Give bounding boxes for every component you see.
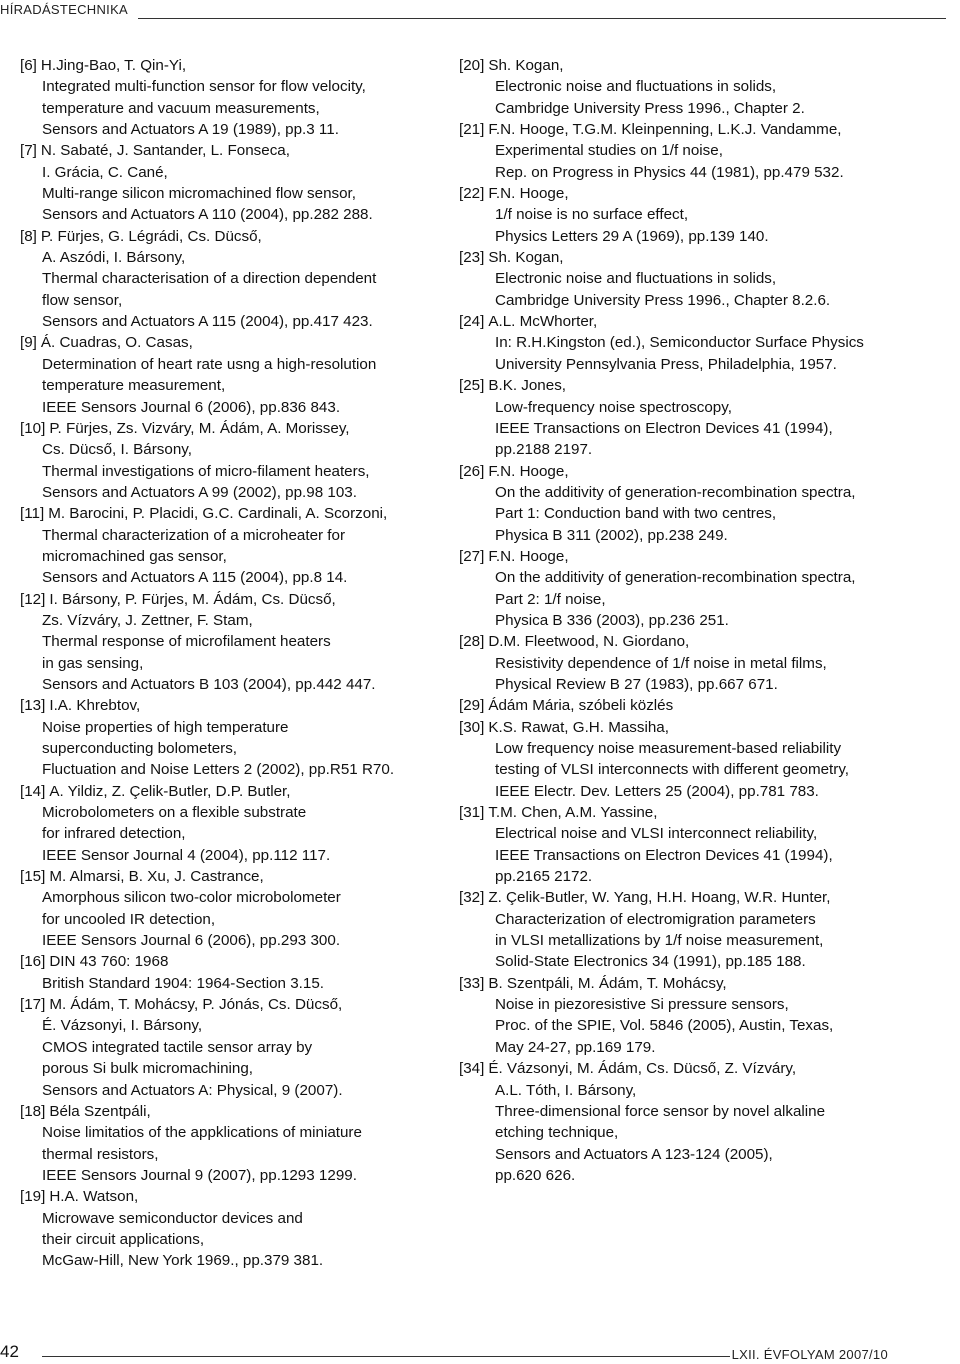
reference-text: testing of VLSI interconnects with different geometry, bbox=[495, 761, 849, 779]
reference-text: Sensors and Actuators A 115 (2004), pp.8 14. bbox=[42, 569, 348, 587]
references-left-column bbox=[20, 55, 438, 1272]
reference-first-line bbox=[20, 55, 438, 76]
reference-number: [12] bbox=[20, 590, 46, 608]
reference-text: Béla Szentpáli, bbox=[49, 1102, 151, 1120]
reference-text: McGaw-Hill, New York 1969., pp.379 381. bbox=[42, 1252, 324, 1270]
reference-text: H.Jing-Bao, T. Qin-Yi, bbox=[40, 57, 187, 74]
reference-line bbox=[459, 674, 949, 695]
reference-text: Z. Çelik-Butler, W. Yang, H.H. Hoang, W.R. Hunter, bbox=[488, 889, 831, 907]
reference-text: Sensors and Actuators A: Physical, 9 (2007). bbox=[42, 1081, 343, 1099]
reference-text: porous Si bulk micromachining, bbox=[42, 1060, 254, 1078]
reference-text: Three-dimensional force sensor by novel alkaline bbox=[495, 1102, 826, 1120]
reference-text: Sensors and Actuators A 110 (2004), pp.282 288. bbox=[42, 206, 373, 224]
reference-first-line bbox=[459, 802, 949, 823]
reference-entry bbox=[459, 717, 949, 802]
reference-number: [29] bbox=[459, 697, 485, 715]
reference-text: IEEE Sensors Journal 6 (2006), pp.293 300. bbox=[42, 932, 341, 950]
reference-line bbox=[459, 1122, 949, 1143]
reference-line bbox=[459, 268, 949, 289]
reference-line bbox=[459, 1015, 949, 1036]
reference-first-line bbox=[459, 311, 949, 332]
reference-text: Solid-State Electronics 34 (1991), pp.185 188. bbox=[495, 953, 806, 971]
reference-text: Determination of heart rate usng a high-resolution bbox=[42, 355, 377, 373]
reference-text: F.N. Hooge, T.G.M. Kleinpenning, L.K.J. Vandamme, bbox=[488, 121, 842, 139]
reference-text: Physica B 311 (2002), pp.238 249. bbox=[495, 526, 728, 544]
reference-number: [6] bbox=[20, 57, 37, 74]
reference-line bbox=[459, 909, 949, 930]
reference-number: [11] bbox=[20, 505, 45, 523]
reference-first-line bbox=[20, 994, 438, 1015]
reference-first-line bbox=[20, 866, 438, 887]
reference-number: [20] bbox=[459, 57, 485, 74]
reference-text: Thermal investigations of micro-filament heaters, bbox=[42, 462, 370, 480]
reference-line bbox=[459, 994, 949, 1015]
reference-number: [10] bbox=[20, 419, 46, 437]
reference-first-line bbox=[459, 695, 949, 716]
reference-first-line bbox=[459, 55, 949, 76]
reference-text: flow sensor, bbox=[42, 291, 123, 309]
reference-line bbox=[20, 823, 438, 844]
reference-first-line bbox=[459, 887, 949, 908]
reference-number: [25] bbox=[459, 377, 485, 395]
reference-line bbox=[20, 247, 438, 268]
reference-text: Noise limitatios of the appklications of miniature bbox=[42, 1124, 362, 1142]
reference-entry bbox=[20, 781, 438, 866]
reference-text: M. Barocini, P. Placidi, G.C. Cardinali, A. Scorzoni, bbox=[48, 505, 388, 523]
reference-text: their circuit applications, bbox=[42, 1230, 205, 1248]
reference-line bbox=[20, 973, 438, 994]
reference-line bbox=[20, 482, 438, 503]
reference-line bbox=[20, 717, 438, 738]
reference-line bbox=[20, 1250, 438, 1271]
reference-line bbox=[459, 1037, 949, 1058]
reference-text: Proc. of the SPIE, Vol. 5846 (2005), Austin, Texas, bbox=[495, 1017, 834, 1035]
reference-line bbox=[459, 759, 949, 780]
reference-text: IEEE Sensors Journal 6 (2006), pp.836 843. bbox=[42, 398, 341, 416]
reference-line bbox=[20, 375, 438, 396]
reference-entry bbox=[459, 887, 949, 972]
reference-text: IEEE Sensors Journal 9 (2007), pp.1293 1299. bbox=[42, 1166, 357, 1184]
reference-text: B.K. Jones, bbox=[488, 377, 567, 395]
reference-text: IEEE Sensor Journal 4 (2004), pp.112 117. bbox=[42, 846, 331, 864]
reference-text: P. Fürjes, Zs. Vizváry, M. Ádám, A. Morissey, bbox=[49, 419, 350, 437]
reference-entry bbox=[459, 631, 949, 695]
reference-entry bbox=[459, 183, 949, 247]
reference-first-line bbox=[20, 332, 438, 353]
reference-number: [18] bbox=[20, 1102, 46, 1120]
reference-text: F.N. Hooge, bbox=[488, 185, 569, 203]
reference-line bbox=[459, 418, 949, 439]
reference-text: K.S. Rawat, G.H. Massiha, bbox=[488, 718, 669, 736]
reference-text: F.N. Hooge, bbox=[488, 462, 569, 480]
reference-entry bbox=[459, 1058, 949, 1186]
reference-text: Characterization of electromigration parameters bbox=[495, 910, 816, 928]
reference-line bbox=[459, 525, 949, 546]
reference-text: Physics Letters 29 A (1969), pp.139 140. bbox=[495, 227, 769, 245]
reference-text: A. Yildiz, Z. Çelik-Butler, D.P. Butler, bbox=[49, 782, 291, 800]
reference-text: University Pennsylvania Press, Philadelphia, 1957. bbox=[495, 355, 837, 373]
reference-line bbox=[20, 311, 438, 332]
reference-line bbox=[459, 930, 949, 951]
reference-text: 1/f noise is no surface effect, bbox=[495, 206, 689, 224]
reference-text: Part 2: 1/f noise, bbox=[495, 590, 606, 608]
reference-text: Electrical noise and VLSI interconnect reliability, bbox=[495, 825, 818, 843]
reference-text: Sensors and Actuators A 19 (1989), pp.3 11. bbox=[42, 121, 339, 139]
reference-number: [16] bbox=[20, 953, 46, 971]
reference-line bbox=[20, 98, 438, 119]
reference-line bbox=[459, 503, 949, 524]
reference-line bbox=[20, 930, 438, 951]
reference-text: Resistivity dependence of 1/f noise in metal films, bbox=[495, 654, 827, 672]
reference-line bbox=[459, 439, 949, 460]
reference-entry bbox=[20, 332, 438, 417]
reference-text: superconducting bolometers, bbox=[42, 740, 238, 757]
reference-entry bbox=[459, 311, 949, 375]
reference-text: in VLSI metallizations by 1/f noise measurement, bbox=[495, 932, 824, 950]
reference-line bbox=[20, 397, 438, 418]
reference-text: pp.2165 2172. bbox=[495, 868, 593, 886]
reference-line bbox=[459, 823, 949, 844]
reference-entry bbox=[20, 1186, 438, 1271]
reference-line bbox=[20, 759, 438, 780]
reference-line bbox=[459, 1080, 949, 1101]
reference-line bbox=[20, 1208, 438, 1229]
reference-text: T.M. Chen, A.M. Yassine, bbox=[488, 804, 658, 822]
reference-first-line bbox=[459, 1058, 949, 1079]
reference-text: M. Almarsi, B. Xu, J. Castrance, bbox=[49, 868, 264, 886]
reference-text: Sh. Kogan, bbox=[488, 57, 564, 74]
reference-line bbox=[20, 653, 438, 674]
reference-number: [19] bbox=[20, 1188, 46, 1206]
reference-line bbox=[459, 397, 949, 418]
reference-text: Sensors and Actuators B 103 (2004), pp.442 447. bbox=[42, 675, 376, 693]
reference-text: CMOS integrated tactile sensor array by bbox=[42, 1038, 313, 1056]
reference-text: temperature and vacuum measurements, bbox=[42, 99, 320, 117]
reference-first-line bbox=[20, 781, 438, 802]
reference-text: Cambridge University Press 1996., Chapter 2. bbox=[495, 99, 805, 117]
reference-text: Á. Cuadras, O. Casas, bbox=[40, 334, 193, 352]
reference-entry bbox=[20, 866, 438, 951]
reference-first-line bbox=[20, 695, 438, 716]
reference-line bbox=[20, 1229, 438, 1250]
reference-text: thermal resistors, bbox=[42, 1145, 159, 1163]
reference-text: Sensors and Actuators A 115 (2004), pp.417 423. bbox=[42, 313, 373, 331]
reference-text: Multi-range silicon micromachined flow sensor, bbox=[42, 185, 356, 203]
reference-text: British Standard 1904: 1964-Section 3.15. bbox=[42, 974, 324, 992]
reference-line bbox=[20, 204, 438, 225]
reference-line bbox=[20, 738, 438, 759]
journal-header-title: HÍRADÁSTECHNIKA bbox=[0, 2, 129, 17]
reference-text: Sensors and Actuators A 99 (2002), pp.98 103. bbox=[42, 483, 357, 501]
reference-line bbox=[459, 653, 949, 674]
reference-entry bbox=[459, 375, 949, 460]
reference-text: Integrated multi-function sensor for flow velocity, bbox=[42, 78, 366, 96]
reference-text: Part 1: Conduction band with two centres, bbox=[495, 505, 777, 523]
reference-number: [17] bbox=[20, 996, 46, 1014]
reference-line bbox=[459, 866, 949, 887]
reference-text: for uncooled IR detection, bbox=[42, 910, 216, 928]
reference-text: A. Aszódi, I. Bársony, bbox=[42, 249, 186, 267]
reference-line bbox=[459, 204, 949, 225]
reference-line bbox=[459, 738, 949, 759]
reference-line bbox=[459, 332, 949, 353]
reference-first-line bbox=[20, 1186, 438, 1207]
reference-line bbox=[459, 482, 949, 503]
reference-number: [23] bbox=[459, 249, 485, 267]
reference-number: [27] bbox=[459, 547, 485, 565]
reference-text: On the additivity of generation-recombination spectra, bbox=[495, 569, 856, 587]
reference-text: Thermal characterisation of a direction dependent bbox=[42, 270, 377, 288]
reference-text: Electronic noise and fluctuations in solids, bbox=[495, 78, 777, 96]
reference-line bbox=[459, 226, 949, 247]
reference-text: I.A. Khrebtov, bbox=[49, 697, 141, 715]
reference-line bbox=[459, 567, 949, 588]
reference-number: [8] bbox=[20, 227, 37, 245]
reference-text: May 24-27, pp.169 179. bbox=[495, 1038, 656, 1056]
reference-number: [14] bbox=[20, 782, 46, 800]
reference-line bbox=[459, 290, 949, 311]
reference-text: Noise in piezoresistive Si pressure sensors, bbox=[495, 996, 789, 1014]
reference-line bbox=[459, 354, 949, 375]
reference-number: [33] bbox=[459, 974, 485, 992]
reference-line bbox=[20, 674, 438, 695]
reference-text: Low-frequency noise spectroscopy, bbox=[495, 398, 732, 416]
reference-entry bbox=[459, 802, 949, 887]
reference-line bbox=[20, 887, 438, 908]
reference-entry bbox=[20, 503, 438, 588]
reference-number: [13] bbox=[20, 697, 46, 715]
reference-text: Cs. Dücső, I. Bársony, bbox=[42, 441, 192, 459]
reference-entry bbox=[20, 1101, 438, 1186]
reference-entry bbox=[20, 589, 438, 696]
reference-entry bbox=[459, 55, 949, 119]
reference-text: Electronic noise and fluctuations in solids, bbox=[495, 270, 777, 288]
reference-text: Microbolometers on a flexible substrate bbox=[42, 804, 307, 822]
reference-number: [30] bbox=[459, 718, 485, 736]
reference-number: [31] bbox=[459, 804, 485, 822]
reference-text: for infrared detection, bbox=[42, 825, 186, 843]
reference-line bbox=[20, 290, 438, 311]
reference-number: [15] bbox=[20, 868, 46, 886]
reference-text: Physical Review B 27 (1983), pp.667 671. bbox=[495, 675, 778, 693]
reference-first-line bbox=[459, 461, 949, 482]
reference-text: Noise properties of high temperature bbox=[42, 718, 289, 736]
reference-number: [26] bbox=[459, 462, 485, 480]
reference-line bbox=[20, 461, 438, 482]
reference-line bbox=[20, 162, 438, 183]
reference-line bbox=[20, 1144, 438, 1165]
reference-text: Low frequency noise measurement-based reliability bbox=[495, 740, 842, 757]
reference-number: [32] bbox=[459, 889, 485, 907]
reference-text: Thermal response of microfilament heaters bbox=[42, 633, 331, 651]
reference-entry bbox=[459, 247, 949, 311]
reference-line bbox=[20, 802, 438, 823]
reference-line bbox=[20, 1080, 438, 1101]
reference-entry bbox=[459, 461, 949, 546]
reference-text: pp.620 626. bbox=[495, 1166, 576, 1184]
reference-text: É. Vázsonyi, M. Ádám, Cs. Dücső, Z. Vízváry, bbox=[488, 1060, 797, 1078]
reference-text: P. Fürjes, G. Légrádi, Cs. Dücső, bbox=[40, 227, 262, 245]
reference-entry bbox=[459, 119, 949, 183]
reference-line bbox=[459, 1144, 949, 1165]
reference-line bbox=[20, 1037, 438, 1058]
reference-first-line bbox=[459, 183, 949, 204]
reference-line bbox=[20, 183, 438, 204]
reference-first-line bbox=[459, 119, 949, 140]
reference-line bbox=[20, 631, 438, 652]
reference-first-line bbox=[459, 631, 949, 652]
reference-text: Physica B 336 (2003), pp.236 251. bbox=[495, 611, 729, 629]
reference-text: Amorphous silicon two-color microbolometer bbox=[42, 889, 341, 907]
reference-text: Fluctuation and Noise Letters 2 (2002), pp.R51 R70. bbox=[42, 761, 395, 779]
issue-label: LXII. ÉVFOLYAM 2007/10 bbox=[731, 1347, 888, 1362]
reference-line bbox=[459, 781, 949, 802]
reference-text: Thermal characterization of a microheater for bbox=[42, 526, 346, 544]
reference-number: [24] bbox=[459, 313, 485, 331]
reference-first-line bbox=[459, 247, 949, 268]
reference-text: Sensors and Actuators A 123-124 (2005), bbox=[495, 1145, 773, 1163]
reference-first-line bbox=[20, 951, 438, 972]
reference-first-line bbox=[20, 226, 438, 247]
reference-line bbox=[20, 354, 438, 375]
reference-text: IEEE Transactions on Electron Devices 41 (1994), bbox=[495, 419, 833, 437]
reference-line bbox=[20, 119, 438, 140]
reference-text: In: R.H.Kingston (ed.), Semiconductor Surface Physics bbox=[495, 334, 864, 352]
reference-entry bbox=[459, 973, 949, 1058]
reference-line bbox=[459, 589, 949, 610]
reference-text: temperature measurement, bbox=[42, 377, 226, 395]
reference-line bbox=[459, 1101, 949, 1122]
reference-text: A.L. McWhorter, bbox=[488, 313, 598, 331]
reference-text: F.N. Hooge, bbox=[488, 547, 569, 565]
reference-text: pp.2188 2197. bbox=[495, 441, 593, 459]
reference-text: I. Bársony, P. Fürjes, M. Ádám, Cs. Dücső, bbox=[49, 590, 336, 608]
reference-text: IEEE Electr. Dev. Letters 25 (2004), pp.781 783. bbox=[495, 782, 819, 800]
reference-number: [21] bbox=[459, 121, 485, 139]
reference-line bbox=[459, 98, 949, 119]
reference-line bbox=[459, 845, 949, 866]
reference-line bbox=[459, 951, 949, 972]
reference-line bbox=[20, 546, 438, 567]
reference-text: DIN 43 760: 1968 bbox=[49, 953, 169, 971]
reference-line bbox=[459, 140, 949, 161]
reference-line bbox=[20, 1015, 438, 1036]
reference-line bbox=[20, 1058, 438, 1079]
reference-line bbox=[20, 845, 438, 866]
reference-entry bbox=[20, 994, 438, 1101]
reference-text: Zs. Vízváry, J. Zettner, F. Stam, bbox=[42, 611, 253, 629]
reference-text: IEEE Transactions on Electron Devices 41 (1994), bbox=[495, 846, 833, 864]
reference-text: micromachined gas sensor, bbox=[42, 547, 227, 565]
reference-line bbox=[20, 567, 438, 588]
reference-text: Experimental studies on 1/f noise, bbox=[495, 142, 723, 160]
reference-first-line bbox=[459, 375, 949, 396]
reference-entry bbox=[20, 695, 438, 780]
page-number: 42 bbox=[0, 1342, 19, 1361]
reference-text: D.M. Fleetwood, N. Giordano, bbox=[488, 633, 690, 651]
reference-number: [34] bbox=[459, 1060, 485, 1078]
reference-first-line bbox=[20, 503, 438, 524]
reference-text: Ádám Mária, szóbeli közlés bbox=[488, 697, 674, 715]
footer-rule bbox=[42, 1356, 730, 1357]
reference-text: Rep. on Progress in Physics 44 (1981), pp.479 532. bbox=[495, 163, 844, 181]
reference-text: Microwave semiconductor devices and bbox=[42, 1209, 303, 1227]
reference-line bbox=[20, 610, 438, 631]
reference-line bbox=[20, 268, 438, 289]
reference-number: [28] bbox=[459, 633, 485, 651]
reference-first-line bbox=[20, 1101, 438, 1122]
reference-text: Sh. Kogan, bbox=[488, 249, 564, 267]
reference-text: A.L. Tóth, I. Bársony, bbox=[495, 1081, 637, 1099]
reference-first-line bbox=[459, 717, 949, 738]
reference-entry bbox=[20, 226, 438, 333]
reference-first-line bbox=[20, 589, 438, 610]
reference-entry bbox=[20, 140, 438, 225]
reference-first-line bbox=[459, 973, 949, 994]
reference-entry bbox=[20, 55, 438, 140]
reference-line bbox=[20, 525, 438, 546]
references-right-column bbox=[459, 55, 949, 1186]
reference-text: N. Sabaté, J. Santander, L. Fonseca, bbox=[40, 142, 290, 160]
reference-line bbox=[20, 909, 438, 930]
reference-text: M. Ádám, T. Mohácsy, P. Jónás, Cs. Dücső, bbox=[49, 996, 343, 1014]
reference-line bbox=[20, 439, 438, 460]
reference-entry bbox=[459, 546, 949, 631]
reference-line bbox=[459, 76, 949, 97]
reference-line bbox=[459, 610, 949, 631]
reference-line bbox=[20, 76, 438, 97]
reference-text: in gas sensing, bbox=[42, 654, 144, 672]
reference-text: É. Vázsonyi, I. Bársony, bbox=[42, 1017, 203, 1035]
reference-line bbox=[20, 1165, 438, 1186]
reference-line bbox=[459, 1165, 949, 1186]
reference-text: Cambridge University Press 1996., Chapter 8.2.6. bbox=[495, 291, 831, 309]
reference-text: H.A. Watson, bbox=[49, 1188, 139, 1206]
reference-number: [22] bbox=[459, 185, 485, 203]
reference-first-line bbox=[20, 418, 438, 439]
reference-first-line bbox=[20, 140, 438, 161]
header-rule bbox=[138, 18, 946, 19]
reference-entry bbox=[459, 695, 949, 716]
reference-number: [9] bbox=[20, 334, 37, 352]
reference-line bbox=[20, 1122, 438, 1143]
reference-line bbox=[459, 162, 949, 183]
reference-entry bbox=[20, 951, 438, 994]
reference-text: etching technique, bbox=[495, 1124, 619, 1142]
reference-entry bbox=[20, 418, 438, 503]
reference-text: B. Szentpáli, M. Ádám, T. Mohácsy, bbox=[488, 974, 727, 992]
reference-number: [7] bbox=[20, 142, 37, 160]
reference-text: I. Grácia, C. Cané, bbox=[42, 163, 168, 181]
reference-text: On the additivity of generation-recombination spectra, bbox=[495, 483, 856, 501]
reference-first-line bbox=[459, 546, 949, 567]
